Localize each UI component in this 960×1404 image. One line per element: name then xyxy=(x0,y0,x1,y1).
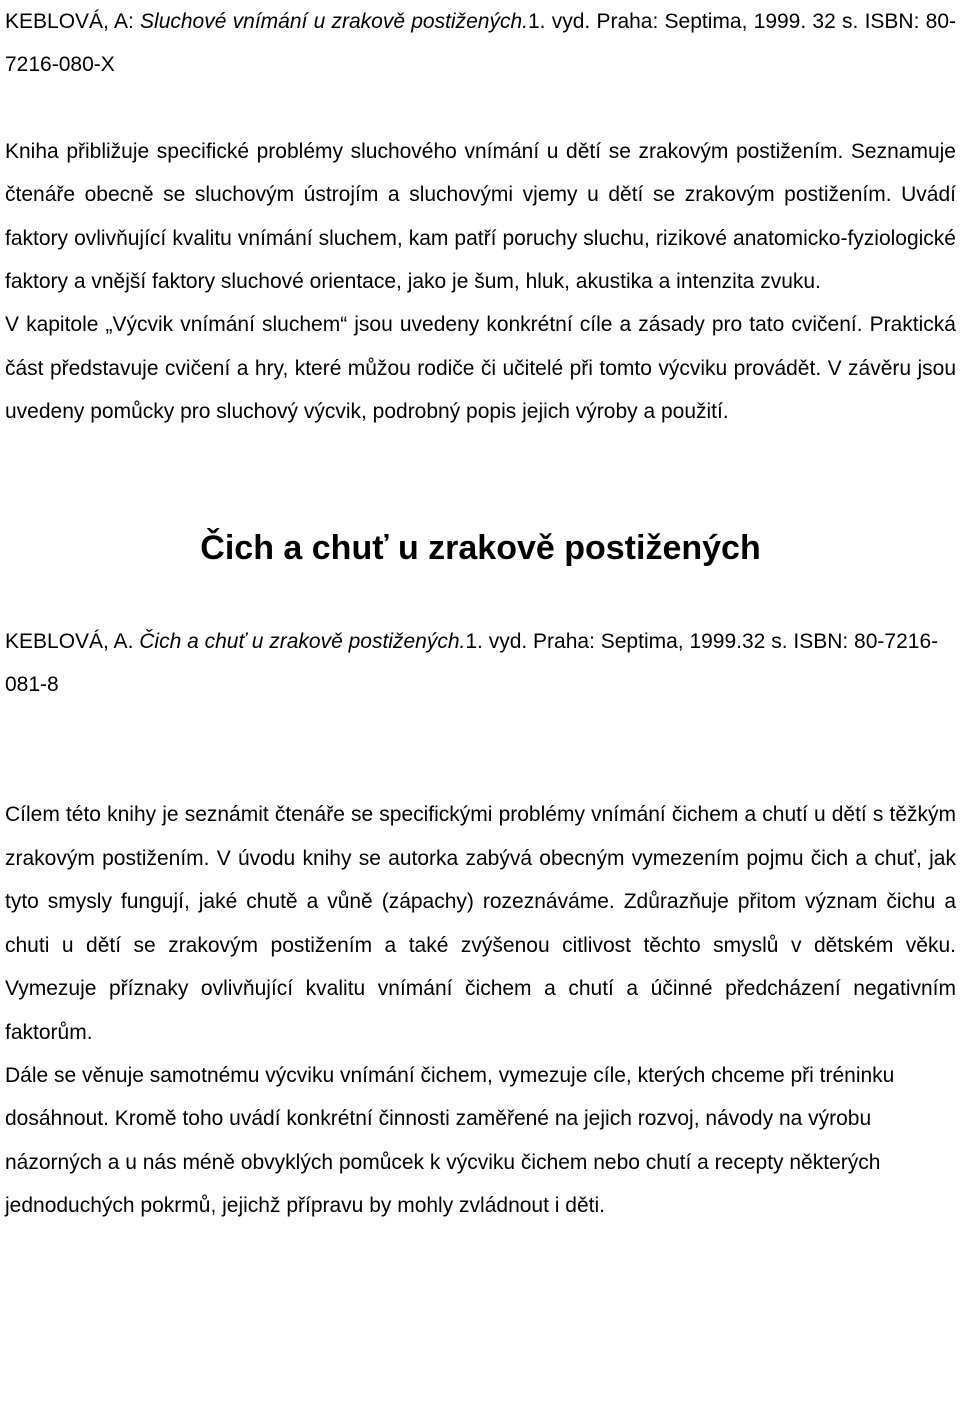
abstract-paragraph-1: Kniha přibližuje specifické problémy sluchového vnímání u dětí se zrakovým postižením. Seznamuje čtenáře obecně se sluchovým ústrojím a sluchovými vjemy u dětí se zrakovým postižením. Uvádí faktory ovlivňující kvalitu vnímání sluchem, kam patří poruchy sluchu, rizikové anatomicko-fyziologické faktory a vnější faktory sluchové orientace, jako je šum, hluk, akustika a intenzita zvuku. xyxy=(5,139,956,294)
abstract-paragraph-3: Cílem této knihy je seznámit čtenáře se specifickými problémy vnímání čichem a chutí u dětí s těžkým zrakovým postižením. V úvodu knihy se autorka zabývá obecným vymezením pojmu čich a chuť, jak tyto smysly fungují, jaké chutě a vůně (zápachy) rozeznáváme. Zdůrazňuje přitom význam čichu a chuti u dětí se zrakovým postižením a také zvýšenou citlivost těchto smyslů v dětském věku. Vymezuje příznaky ovlivňující kvalitu vnímání čichem a chutí a účinné předcházení negativním faktorům. xyxy=(5,803,956,1044)
reference-sluchove-vnimani xyxy=(5,0,956,87)
abstract-paragraph-2: V kapitole „Výcvik vnímání sluchem“ jsou uvedeny konkrétní cíle a zásady pro tato cvičení. Praktická část představuje cvičení a hry, které můžou rodiče či učitelé při tomto výcviku provádět. V závěru jsou uvedeny pomůcky pro sluchový výcvik, podrobný popis jejich výroby a použití. xyxy=(5,313,956,424)
section-heading: Čich a chuť u zrakově postižených xyxy=(200,528,761,567)
reference-details: 1. vyd. Praha: Septima, 1999. 32 s. ISBN: 80-7216-080-X xyxy=(5,10,956,77)
reference-cich-a-chut xyxy=(5,620,956,707)
abstract-paragraph-4: Dále se věnuje samotnému výcviku vnímání čichem, vymezuje cíle, kterých chceme při tréninku dosáhnout. Kromě toho uvádí konkrétní činnosti zaměřené na jejich rozvoj, návody na výrobu názorných a u nás méně obvyklých pomůcek k výcviku čichem nebo chutí a recepty některých jednoduchých pokrmů, jejichž přípravu by mohly zvládnout i děti. xyxy=(5,1063,895,1218)
reference-title: Sluchové vnímání u zrakově postižených. xyxy=(140,10,528,33)
reference-title: Čich a chuť u zrakově postižených. xyxy=(139,629,466,653)
reference-author: KEBLOVÁ, A. xyxy=(5,629,140,653)
reference-author: KEBLOVÁ, A: xyxy=(5,10,141,33)
reference-details: 1. vyd. Praha: Septima, 1999.32 s. ISBN: 80-7216-081-8 xyxy=(5,629,939,697)
